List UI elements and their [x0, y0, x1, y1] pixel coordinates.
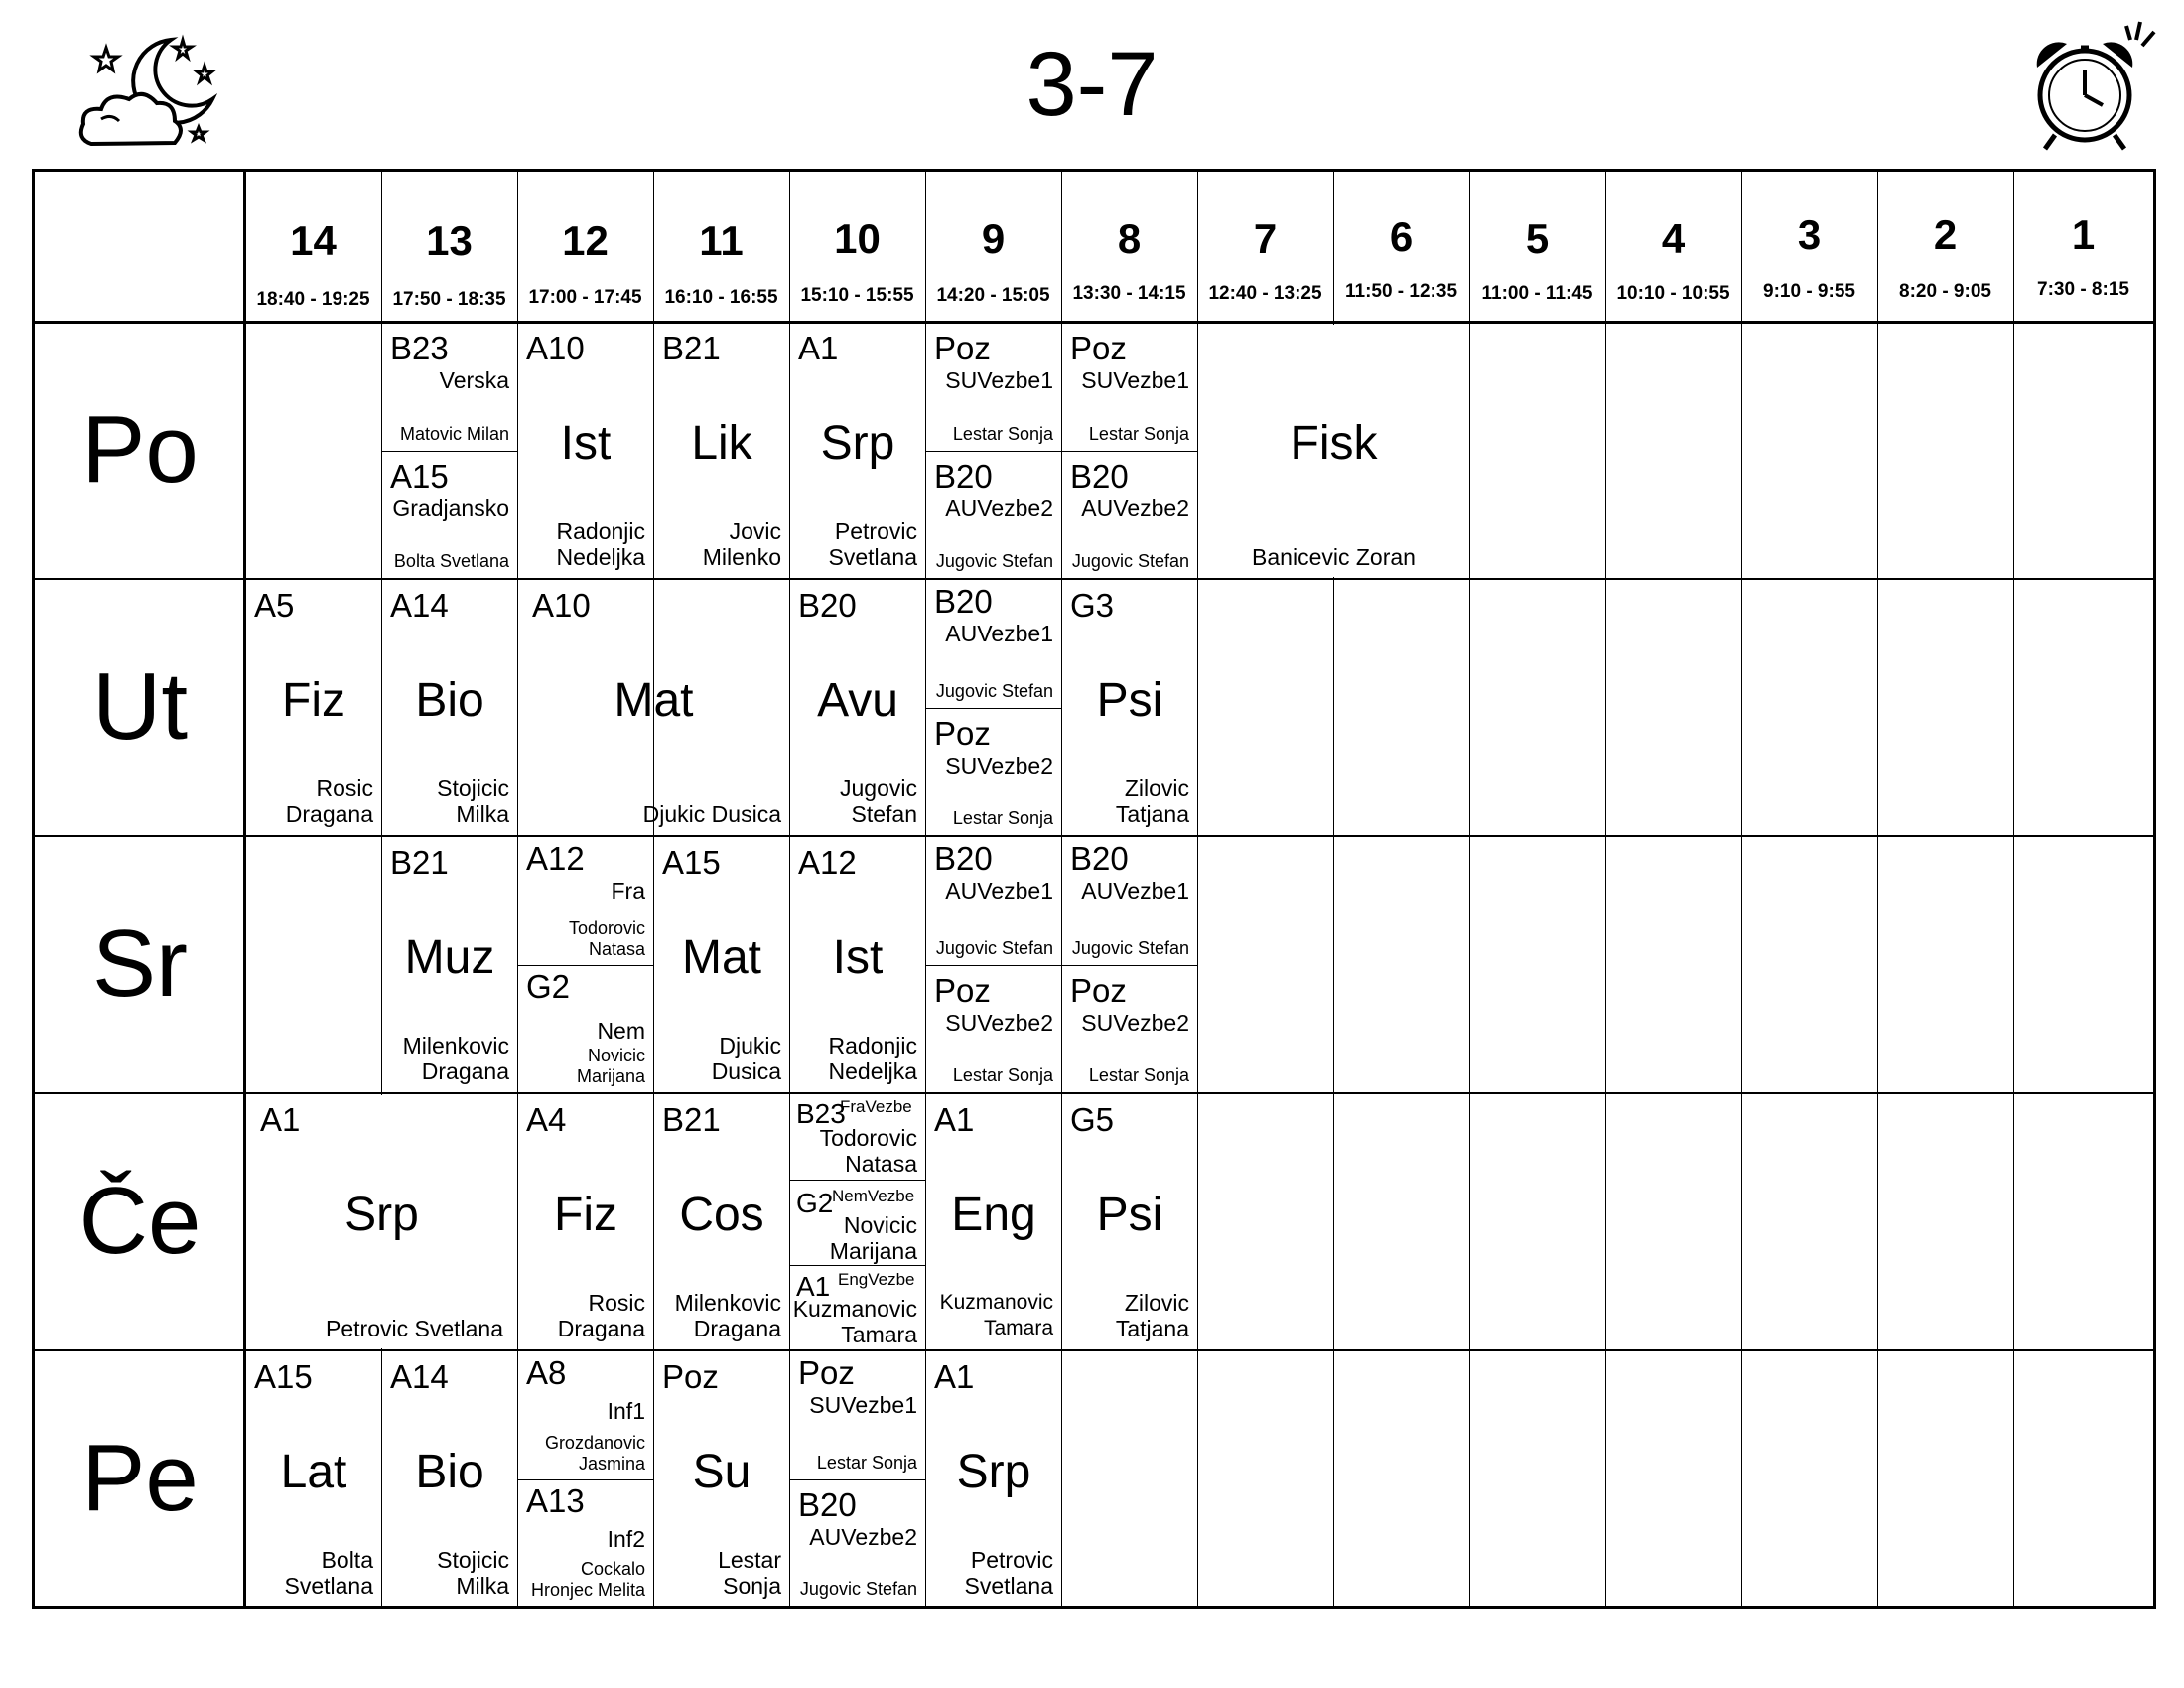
row-divider [35, 1349, 2153, 1351]
lesson-po-7-6[interactable]: Fisk Banicevic Zoran [1252, 417, 1416, 570]
lesson-sr-11[interactable]: A15 Mat Djukic Dusica [662, 844, 781, 1084]
lesson-ut-12-11[interactable]: A10 Mat Djukic Dusica [532, 587, 781, 827]
lesson-po-13a[interactable]: B23 Verska Matovic Milan [382, 324, 517, 452]
lesson-ce-9[interactable]: A1 Eng Kuzmanovic Tamara [934, 1101, 1053, 1339]
lesson-po-9b[interactable]: B20 AUVezbe2 Jugovic Stefan [934, 458, 1053, 571]
lesson-po-10[interactable]: A1 Srp Petrovic Svetlana [798, 330, 917, 570]
lesson-ce-10b[interactable]: G2 NemVezbe Novicic Marijana [790, 1181, 925, 1266]
lesson-po-12[interactable]: A10 Ist Radonjic Nedeljka [526, 330, 645, 570]
lesson-pe-13[interactable]: A14 Bio Stojicic Milka [390, 1358, 509, 1599]
lesson-po-8b[interactable]: B20 AUVezbe2 Jugovic Stefan [1070, 458, 1189, 571]
column-divider [1469, 172, 1470, 1606]
row-divider [35, 578, 2153, 580]
lesson-pe-9[interactable]: A1 Srp Petrovic Svetlana [934, 1358, 1053, 1599]
lesson-pe-12b[interactable]: A13 Inf2 Cockalo Hronjec Melita [526, 1482, 645, 1600]
day-label-pe: Pe [81, 1425, 199, 1531]
page-title: 3-7 [1025, 34, 1159, 135]
lesson-sr-9b[interactable]: Poz SUVezbe2 Lestar Sonja [934, 972, 1053, 1085]
lesson-ut-9b[interactable]: Poz SUVezbe2 Lestar Sonja [934, 715, 1053, 828]
lesson-ce-8[interactable]: G5 Psi Zilovic Tatjana [1070, 1101, 1189, 1341]
lesson-po-9a[interactable]: Poz SUVezbe1 Lestar Sonja [926, 324, 1061, 452]
lesson-ut-14[interactable]: A5 Fiz Rosic Dragana [254, 587, 373, 827]
lesson-sr-8a[interactable]: B20 AUVezbe1 Jugovic Stefan [1062, 838, 1197, 966]
lesson-sr-10[interactable]: A12 Ist Radonjic Nedeljka [798, 844, 917, 1084]
lesson-ce-12[interactable]: A4 Fiz Rosic Dragana [526, 1101, 645, 1341]
day-label-ce: Če [78, 1168, 202, 1274]
lesson-po-13b[interactable]: A15 Gradjansko Bolta Svetlana [390, 458, 509, 571]
lesson-ce-11[interactable]: B21 Cos Milenkovic Dragana [662, 1101, 781, 1341]
lesson-po-8a[interactable]: Poz SUVezbe1 Lestar Sonja [1062, 324, 1197, 452]
lesson-pe-11[interactable]: Poz Su Lestar Sonja [662, 1358, 781, 1599]
column-divider [1877, 172, 1878, 1606]
lesson-pe-10b[interactable]: B20 AUVezbe2 Jugovic Stefan [798, 1486, 917, 1599]
lesson-pe-10a[interactable]: Poz SUVezbe1 Lestar Sonja [790, 1352, 925, 1480]
lesson-po-11[interactable]: B21 Lik Jovic Milenko [662, 330, 781, 570]
timetable-grid: 14 18:40 - 19:25 13 17:50 - 18:35 12 17:00 - 17:45 11 16:10 - 16:55 10 15:10 - 15:55 9 14:20 - 15:05 8 13:30 - 14:15 7 12:40 - 13:25 6 11:50 - 12:35 5 11:00 - 11:45 4 10:10 - 10:55 3 9:10 - 9:55 2 8:20 - 9:05 1 7:30 - 8:15 Po Ut Sr Če Pe B23 Verska Matovic Milan A15 Gradjansko Bolta Svetlana A10 Ist Radonjic Nedeljka B21 Lik Jovic Milenko A1 Srp Petrovic Svetlana Poz SUVezbe1 Lestar Sonja B20 AUVezbe2 Jugovic Stefan Poz SUVezbe1 Lestar Sonja B20 AUVezbe2 Jugovic Stefan Fisk Banicevic Zoran A5 Fiz Rosic Dragana A14 Bio Stojicic Milka A10 Mat Djukic Dusica B20 Avu Jugovic Stefan B20 AUVezbe1 Jugovic Stefan Poz SUVezbe2 Lestar Sonja G3 Psi Zilovic Tatjana B21 Muz Milenkovic Dragana A12 Fra Todorovic Natasa G2 Nem Novicic Marijana A15 Mat Djukic Dusica A12 Ist Radonjic Nedeljka B20 AUVezbe1 Jugovic Stefan Poz SUVezbe2 Lestar Sonja B20 AUVezbe1 Jugovic Stefan Poz SUVezbe2 Lestar Sonja A1 Srp Petrovic Svetlana A4 Fiz Rosic Dragana B21 Cos Milenkovic Dragana B23 FraVezbe Todorovic Natasa G2 NemVezbe Novicic Marijana A1 EngVezbe Kuzmanovic Tamara A1 Eng Kuzmanovic Tamara G5 Psi Zilovic Tatjana A15 Lat Bolta Svetlana A14 Bio Stojicic Milka A8 Inf1 Grozdanovic Jasmina A13 Inf2 Cockalo Hronjec Melita Poz Su Lestar Sonja Poz SUVezbe1 Lestar Sonja B20 AUVezbe2 Jugovic Stefan A1 Srp Petrovic Svetlana [32, 169, 2156, 1609]
day-label-po: Po [81, 396, 199, 502]
lesson-ut-9a[interactable]: B20 AUVezbe1 Jugovic Stefan [926, 581, 1061, 709]
lesson-pe-12a[interactable]: A8 Inf1 Grozdanovic Jasmina [518, 1352, 653, 1480]
lesson-pe-14[interactable]: A15 Lat Bolta Svetlana [254, 1358, 373, 1599]
lesson-ut-13[interactable]: A14 Bio Stojicic Milka [390, 587, 509, 827]
alarm-clock-icon [2015, 18, 2164, 157]
lesson-sr-9a[interactable]: B20 AUVezbe1 Jugovic Stefan [926, 838, 1061, 966]
column-divider [2013, 172, 2014, 1606]
lesson-sr-8b[interactable]: Poz SUVezbe2 Lestar Sonja [1070, 972, 1189, 1085]
lesson-ce-14-13[interactable]: A1 Srp Petrovic Svetlana [260, 1101, 503, 1341]
lesson-ut-8[interactable]: G3 Psi Zilovic Tatjana [1070, 587, 1189, 827]
column-divider [1741, 172, 1742, 1606]
lesson-ce-10c[interactable]: A1 EngVezbe Kuzmanovic Tamara [792, 1270, 917, 1347]
day-label-ut: Ut [92, 653, 188, 760]
row-divider [35, 1092, 2153, 1094]
column-divider [1605, 172, 1606, 1606]
lesson-sr-12a[interactable]: A12 Fra Todorovic Natasa [518, 838, 653, 966]
lesson-ut-10[interactable]: B20 Avu Jugovic Stefan [798, 587, 917, 827]
row-divider [35, 835, 2153, 837]
lesson-sr-13[interactable]: B21 Muz Milenkovic Dragana [390, 844, 509, 1084]
lesson-ce-10a[interactable]: B23 FraVezbe Todorovic Natasa [790, 1095, 925, 1181]
day-label-sr: Sr [92, 911, 188, 1017]
lesson-sr-12b[interactable]: G2 Nem Novicic Marijana [526, 968, 645, 1086]
moon-stars-cloud-icon [71, 30, 240, 159]
